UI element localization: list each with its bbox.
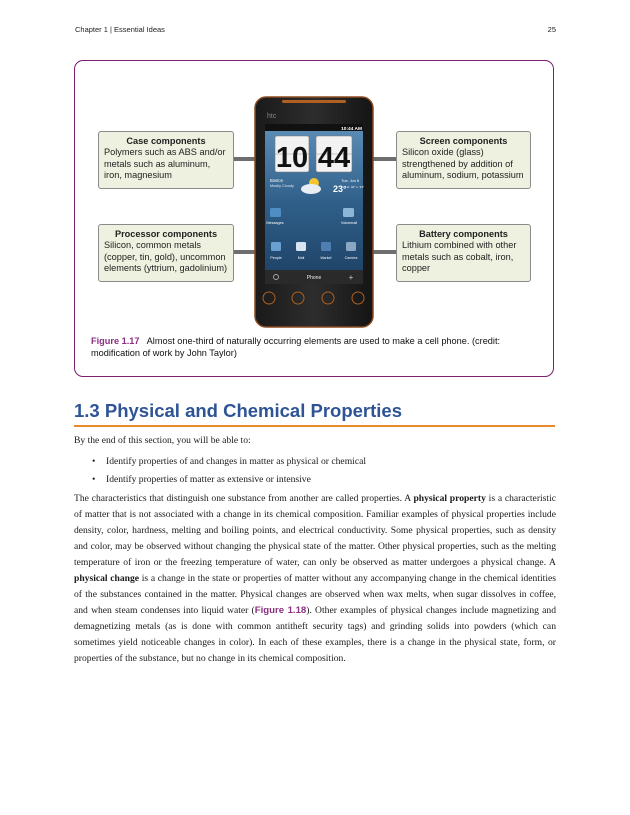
weather-cloud-icon [301, 184, 321, 194]
mail-app-icon [296, 242, 306, 251]
learning-objectives-intro: By the end of this section, you will be able to: [74, 435, 251, 446]
app-label: Voicemail [340, 221, 358, 225]
callout-text: Lithium combined with other metals such as cobalt, iron, copper [402, 240, 517, 273]
connector-case [234, 157, 256, 161]
section-title: 1.3 Physical and Chemical Properties [74, 400, 403, 421]
paragraph-text: is a change in the state or properties of matter without any accompanying change in the chemical identities of the substances contained in the matter. Physical changes are observed when wax melts, when sugar dissolves in coffee, and when steam condenses into liquid water ( [74, 573, 556, 616]
app-label: Mail [297, 256, 305, 260]
app-label: Messages [266, 221, 284, 225]
learning-objectives-list [92, 454, 366, 490]
callout-text: Silicon oxide (glass) strengthened by addition of aluminum, sodium, potassium [402, 147, 524, 180]
weather-location: Boston [270, 178, 284, 183]
figure-caption [91, 336, 531, 359]
clock-minute: 44 [317, 142, 351, 174]
bullet-icon: • [92, 474, 96, 485]
callout-text: Polymers such as ABS and/or metals such as aluminum, iron, magnesium [104, 147, 226, 180]
clock-hour: 10 [275, 142, 309, 174]
weather-condition: Mostly Cloudy [270, 184, 294, 188]
callout-title: Processor components [114, 229, 218, 239]
body-paragraph [74, 491, 556, 667]
phone-speaker [282, 100, 346, 103]
callout-case-components [98, 131, 234, 189]
camera-app-icon [346, 242, 356, 251]
app-label: Market [320, 256, 332, 260]
callout-processor-components [98, 224, 234, 282]
callout-title: Case components [126, 136, 206, 146]
callout-title: Battery components [419, 229, 508, 239]
phone-status-time: 10:44 AM [341, 126, 362, 132]
key-term-physical-change: physical change [74, 573, 140, 584]
key-term-physical-property: physical property [413, 493, 486, 504]
voicemail-app-icon [343, 208, 354, 217]
dock-phone-label: Phone [306, 275, 322, 281]
running-header-chapter: Chapter 1 | Essential Ideas [75, 25, 165, 34]
phone-brand: htc [267, 113, 277, 120]
objective-text: Identify properties of matter as extensive or intensive [106, 474, 311, 485]
paragraph-text: The characteristics that distinguish one substance from another are called properties. A [74, 493, 414, 504]
list-item [92, 472, 366, 488]
figure-link[interactable]: Figure 1.18 [254, 605, 307, 616]
connector-screen [372, 157, 397, 161]
figure-label: Figure 1.17 [91, 336, 140, 346]
weather-hi-lo: H: 42° L: 33° [347, 185, 365, 189]
page-number: 25 [547, 25, 556, 34]
cell-phone-image [254, 96, 374, 328]
section-divider [74, 425, 555, 427]
callout-battery-components [396, 224, 531, 282]
paragraph-text: ). Other examples of physical changes include magnetizing and demagnetizing metals (as is done with common antitheft security tags) and grinding solids into powders (which can sometimes yield noticeable changes in color). In each of these examples, there is a change in the physical state, form, or properties of the substance, but no change in its chemical composition. [74, 605, 557, 664]
callout-title: Screen components [419, 136, 508, 146]
list-item [92, 454, 366, 470]
app-label: Camera [344, 256, 358, 260]
messages-app-icon [270, 208, 281, 217]
market-app-icon [321, 242, 331, 251]
weather-temperature: 23° [333, 184, 347, 194]
callout-screen-components [396, 131, 531, 189]
weather-date: Tue, Jun 8 [341, 179, 359, 183]
bullet-icon: • [92, 456, 96, 467]
objective-text: Identify properties of and changes in matter as physical or chemical [106, 456, 367, 467]
app-label: People [270, 256, 282, 260]
connector-battery [372, 250, 397, 254]
people-app-icon [271, 242, 281, 251]
figure-caption-text: Almost one-third of naturally occurring elements are used to make a cell phone. (credit: modification of work by John Taylor) [91, 336, 501, 358]
plus-icon: + [348, 273, 354, 282]
callout-text: Silicon, common metals (copper, tin, gold), uncommon elements (yttrium, gadolinium) [104, 240, 228, 273]
connector-processor [234, 250, 256, 254]
paragraph-text: is a characteristic of matter that is not associated with a change in its chemical composition. Familiar examples of physical properties include density, color, hardness, melting and boiling points, and electrical conductivity. Some physical properties, such as density and color, may be observed without changing the physical state of the matter. Other physical properties, such as the melting temperature of iron or the freezing temperature of water, can only be observed as matter undergoes a physical change. A [74, 493, 557, 568]
